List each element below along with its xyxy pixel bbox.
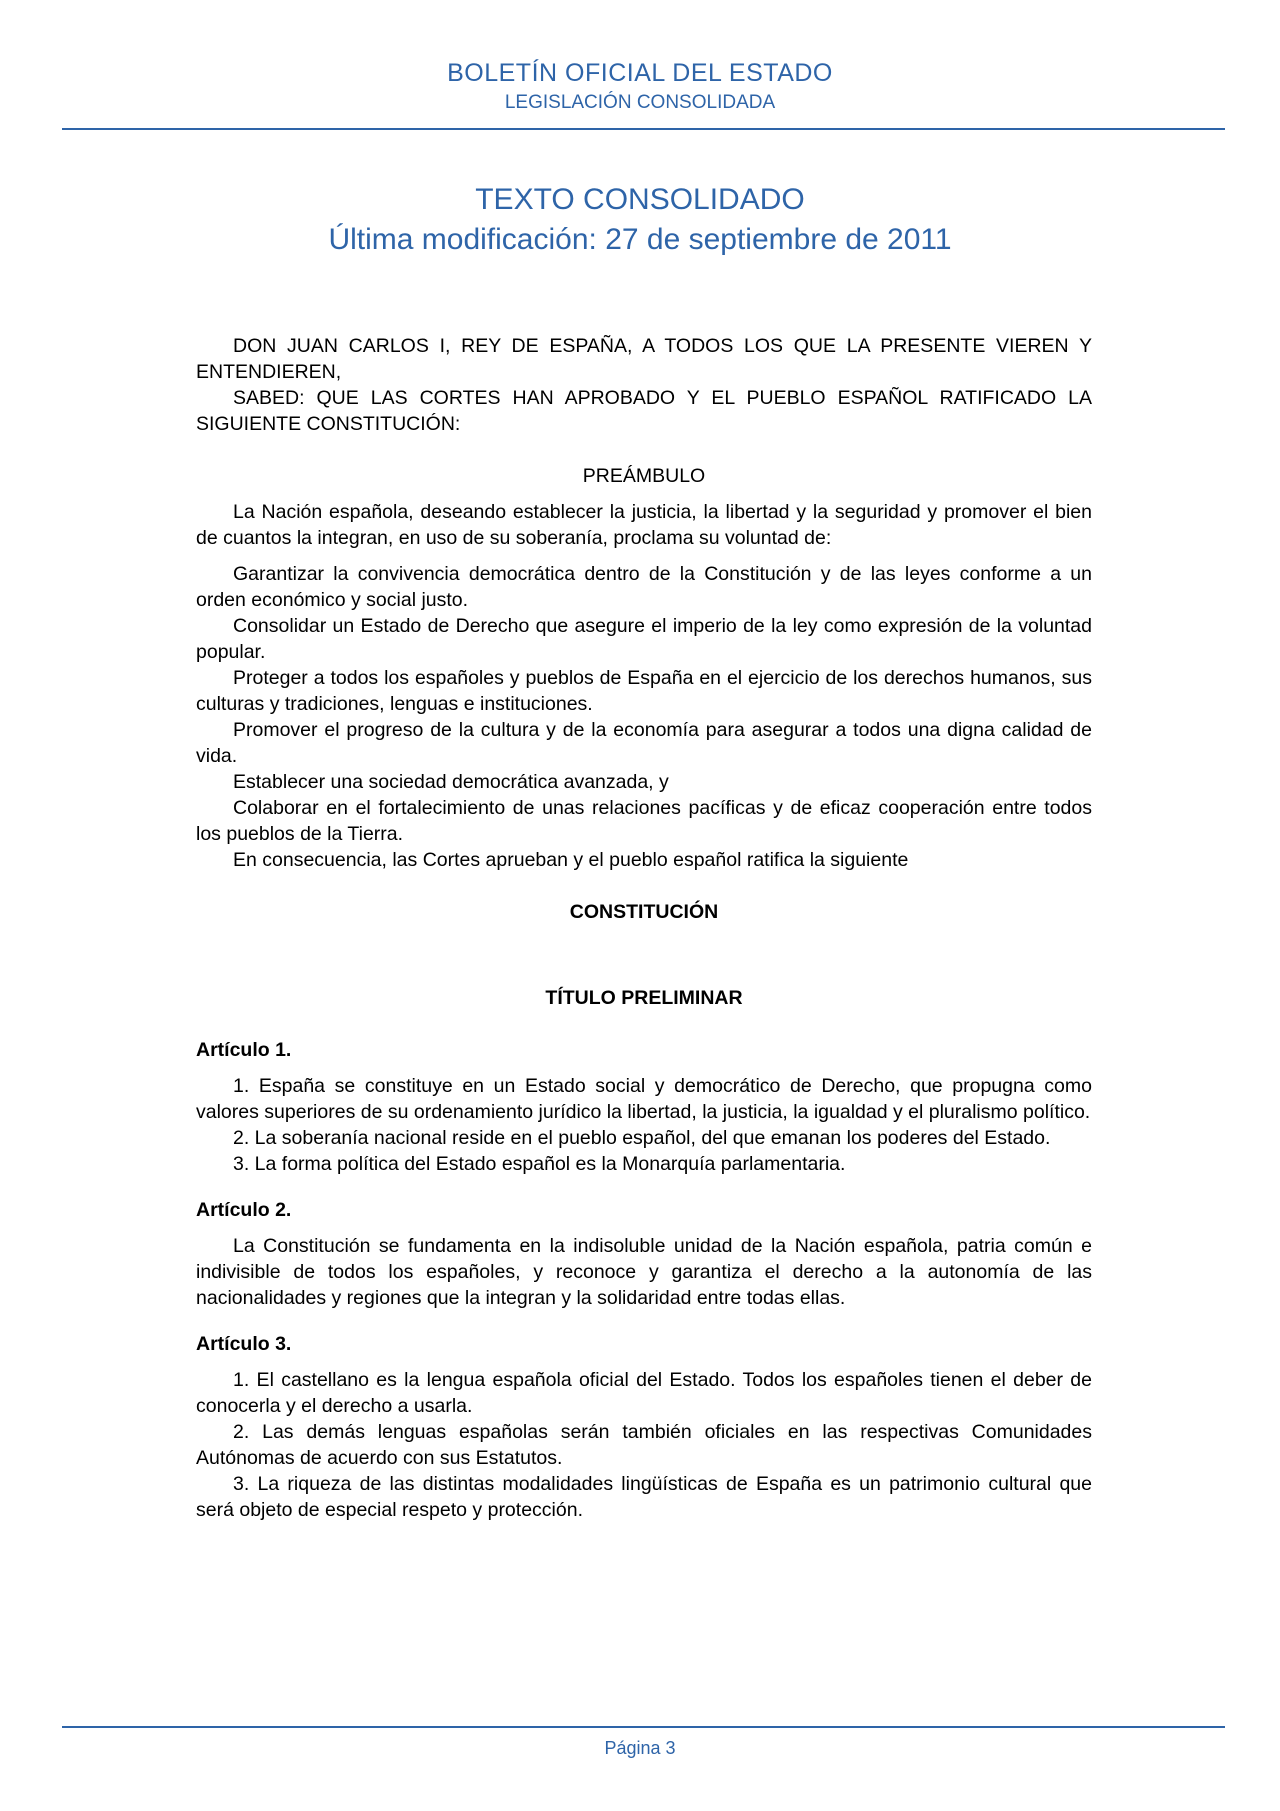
header-title: BOLETÍN OFICIAL DEL ESTADO [447, 59, 833, 87]
constitution-heading: CONSTITUCIÓN [569, 901, 719, 923]
article-paragraph: 2. Las demás lenguas españolas serán también oficiales en las respectivas Comunidades Autónomas de acuerdo con sus Estatutos. [196, 1421, 1092, 1469]
document-heading: TEXTO CONSOLIDADO [475, 183, 805, 216]
header-subtitle: LEGISLACIÓN CONSOLIDADA [504, 92, 776, 113]
article-heading: Artículo 1. [196, 1039, 292, 1061]
last-modified: Última modificación: 27 de septiembre de 2011 [328, 223, 952, 256]
document-title-block [0, 182, 1280, 260]
footer-divider [62, 1726, 1225, 1728]
preamble-item: Establecer una sociedad democrática avanzada, y [233, 771, 669, 793]
article-heading: Artículo 2. [196, 1199, 292, 1221]
article-heading: Artículo 3. [196, 1333, 292, 1355]
preamble-lead: La Nación española, deseando establecer la justicia, la libertad y la seguridad y promover el bien de cuantos la integran, en uso de su soberanía, proclama su voluntad de: [196, 501, 1092, 549]
preamble-item: Colaborar en el fortalecimiento de unas relaciones pacíficas y de eficaz cooperación entre todos los pueblos de la Tierra. [196, 797, 1092, 845]
preamble-item: En consecuencia, las Cortes aprueban y el pueblo español ratifica la siguiente [233, 849, 909, 871]
article-paragraph: 3. La forma política del Estado español es la Monarquía parlamentaria. [233, 1153, 846, 1175]
header-divider [62, 128, 1225, 130]
page-number: Página 3 [604, 1738, 676, 1758]
preamble-item: Consolidar un Estado de Derecho que asegure el imperio de la ley como expresión de la voluntad popular. [196, 615, 1092, 663]
intro-paragraph: SABED: QUE LAS CORTES HAN APROBADO Y EL PUEBLO ESPAÑOL RATIFICADO LA SIGUIENTE CONSTITUCIÓN: [196, 387, 1092, 435]
preamble-item: Proteger a todos los españoles y pueblos de España en el ejercicio de los derechos humanos, sus culturas y tradiciones, lenguas e instituciones. [196, 667, 1092, 715]
preamble-item: Garantizar la convivencia democrática dentro de la Constitución y de las leyes conforme a un orden económico y social justo. [196, 563, 1092, 611]
page-header [0, 58, 1280, 116]
intro-paragraph: DON JUAN CARLOS I, REY DE ESPAÑA, A TODOS LOS QUE LA PRESENTE VIEREN Y ENTENDIEREN, [196, 335, 1092, 383]
article-paragraph: 1. El castellano es la lengua española oficial del Estado. Todos los españoles tienen el deber de conocerla y el derecho a usarla. [196, 1369, 1092, 1417]
article-paragraph: 3. La riqueza de las distintas modalidades lingüísticas de España es un patrimonio cultural que será objeto de especial respeto y protección. [196, 1473, 1092, 1521]
preamble-heading: PREÁMBULO [582, 465, 706, 487]
title-heading: TÍTULO PRELIMINAR [545, 987, 743, 1009]
article-paragraph: 1. España se constituye en un Estado social y democrático de Derecho, que propugna como valores superiores de su ordenamiento jurídico la libertad, la justicia, la igualdad y el pluralismo político. [196, 1075, 1092, 1123]
article-paragraph: La Constitución se fundamenta en la indisoluble unidad de la Nación española, patria común e indivisible de todos los españoles, y reconoce y garantiza el derecho a la autonomía de las nacionalidades y regiones que la integran y la solidaridad entre todas ellas. [196, 1235, 1092, 1309]
article-paragraph: 2. La soberanía nacional reside en el pueblo español, del que emanan los poderes del Estado. [233, 1127, 1051, 1149]
document-body [196, 333, 1092, 1523]
preamble-item: Promover el progreso de la cultura y de la economía para asegurar a todos una digna calidad de vida. [196, 719, 1092, 767]
